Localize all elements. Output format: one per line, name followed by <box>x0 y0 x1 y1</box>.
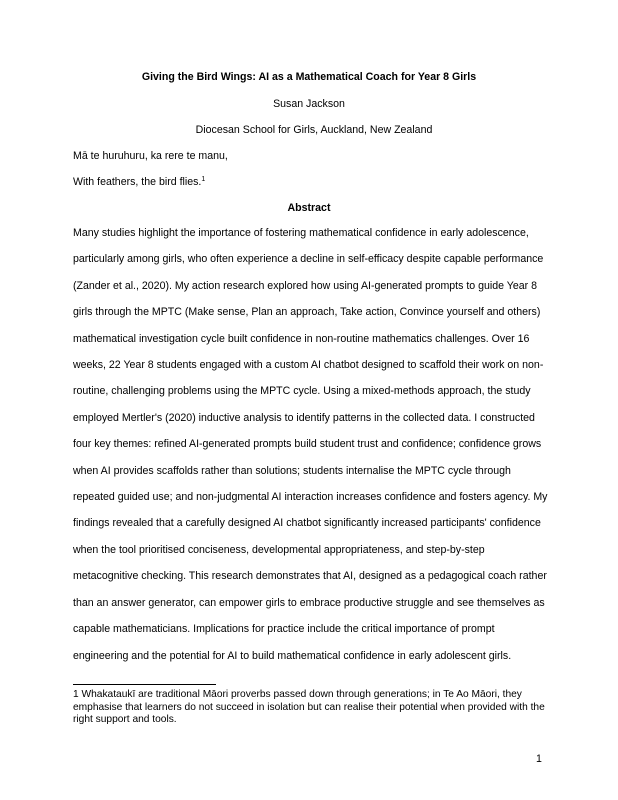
footnote-reference[interactable]: 1 <box>201 176 206 183</box>
proverb-english-line <box>73 175 205 189</box>
page-number: 1 <box>536 753 542 765</box>
abstract-heading: Abstract <box>287 202 331 214</box>
footnote-divider <box>73 684 216 685</box>
footnote-text: Whakataukī are traditional Māori proverbs passed down through generations; in Te Ao Māori, they emphasise that learners do not succeed in isolation but can realise their potential when provided with the right support and tools. <box>73 689 545 725</box>
proverb-english: With feathers, the bird flies. <box>73 176 202 188</box>
footnote <box>73 689 549 727</box>
paper-title: Giving the Bird Wings: AI as a Mathematical Coach for Year 8 Girls <box>141 71 477 83</box>
author-affiliation: Diocesan School for Girls, Auckland, New Zealand <box>195 124 433 136</box>
footnote-number: 1 <box>73 689 79 700</box>
author-name: Susan Jackson <box>273 98 345 110</box>
abstract-text: Many studies highlight the importance of fostering mathematical confidence in early adolescence, particularly among girls, who often experience a decline in self-efficacy despite capable performance (Zander et al., 2020). My action research explored how using AI-generated prompts to guide Year 8 girls through the MPTC (Make sense, Plan an approach, Take action, Convince yourself and others) mathematical investigation cycle built confidence in non-routine mathematics challenges. Over 16 weeks, 22 Year 8 students engaged with a custom AI chatbot designed to scaffold their work on non-routine, challenging problems using the MPTC cycle. Using a mixed-methods approach, the study employed Mertler's (2020) inductive analysis to identify patterns in the collected data. I constructed four key themes: refined AI-generated prompts build student trust and confidence; confidence grows when AI provides scaffolds rather than solutions; students internalise the MPTC cycle through repeated guided use; and non-judgmental AI interaction increases confidence and fosters agency. My findings revealed that a carefully designed AI chatbot significantly increased participants' confidence when the tool prioritised conciseness, developmental appropriateness, and step-by-step metacognitive checking. This research demonstrates that AI, designed as a pedagogical coach rather than an answer generator, can empower girls to embrace productive struggle and see themselves as capable mathematicians. Implications for practice include the critical importance of prompt engineering and the potential for AI to build mathematical confidence in early adolescent girls. <box>73 227 548 662</box>
proverb-maori: Mā te huruhuru, ka rere te manu, <box>73 150 228 162</box>
